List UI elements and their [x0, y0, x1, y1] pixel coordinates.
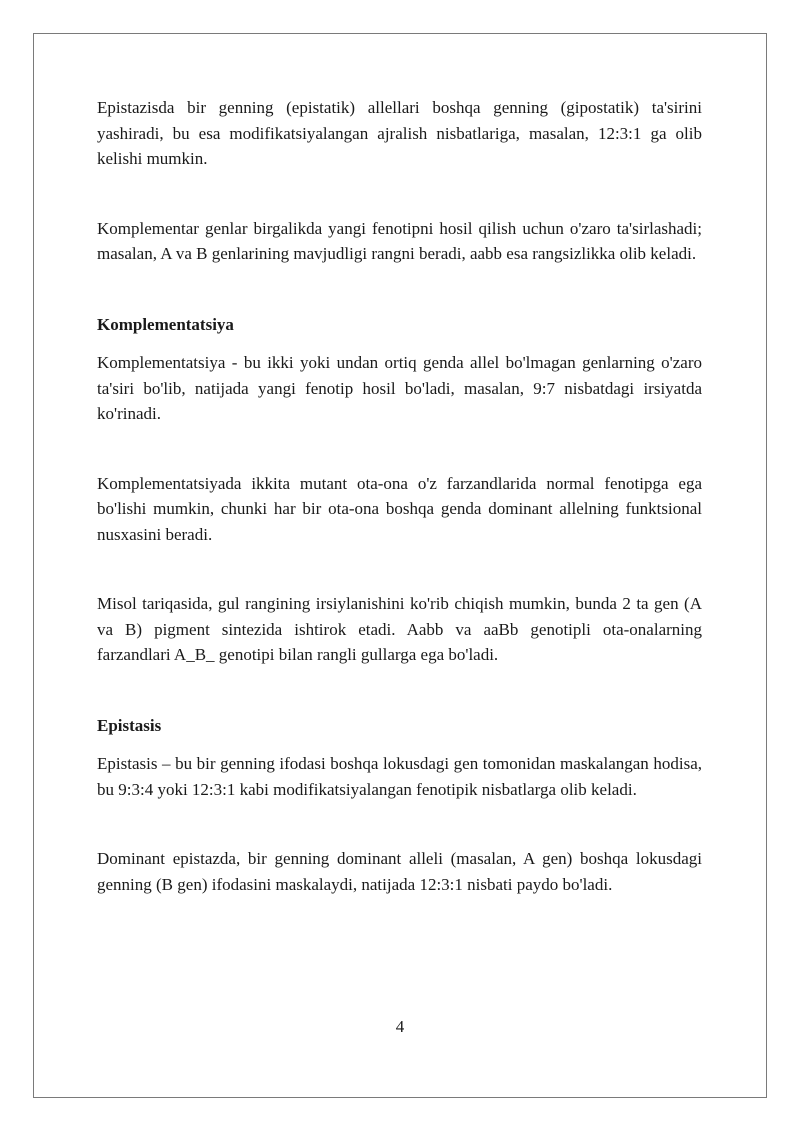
paragraph-complementation-mutants: Komplementatsiyada ikkita mutant ota-ona o'z farzandlarida normal fenotipga ega bo'lishi mumkin, chunki har bir ota-ona boshqa genda dominant allelning funktsional nusxasini beradi.	[97, 473, 702, 544]
page-number: 4	[395, 1017, 405, 1036]
heading-epistasis: Epistasis	[97, 715, 162, 735]
paragraph-epistasis-definition: Epistasis – bu bir genning ifodasi boshqa lokusdagi gen tomonidan maskalangan hodisa, bu 9:3:4 yoki 12:3:1 kabi modifikatsiyalangan fenotipik nisbatlarga olib keladi.	[97, 754, 702, 799]
heading-complementation: Komplementatsiya	[97, 314, 234, 334]
paragraph-epistasis-intro: Epistazisda bir genning (epistatik) allellari boshqa genning (gipostatik) ta'sirini yashiradi, bu esa modifikatsiyalangan ajralish nisbatlariga, masalan, 12:3:1 ga olib kelishi mumkin.	[97, 98, 702, 168]
paragraph-complementation-definition: Komplementatsiya - bu ikki yoki undan ortiq genda allel bo'lmagan genlarning o'zaro ta'siri bo'lib, natijada yangi fenotip hosil bo'ladi, masalan, 9:7 nisbatdagi irsiyatda ko'rinadi.	[97, 353, 702, 423]
paragraph-complementary-genes: Komplementar genlar birgalikda yangi fenotipni hosil qilish uchun o'zaro ta'sirlashadi; masalan, A va B genlarining mavjudligi rangni beradi, aabb esa rangsizlikka olib keladi.	[97, 218, 702, 263]
page-content	[97, 95, 702, 897]
paragraph-dominant-epistasis: Dominant epistazda, bir genning dominant alleli (masalan, A gen) boshqa lokusdagi genning (B gen) ifodasini maskalaydi, natijada 12:3:1 nisbati paydo bo'ladi.	[97, 849, 702, 894]
paragraph-flower-color-example: Misol tariqasida, gul rangining irsiylanishini ko'rib chiqish mumkin, bunda 2 ta gen (A va B) pigment sintezida ishtirok etadi. Aabb va aaBb genotipli ota-onalarning farzandlari A_B_ genotipi bilan rangli gullarga ega bo'ladi.	[97, 594, 702, 664]
